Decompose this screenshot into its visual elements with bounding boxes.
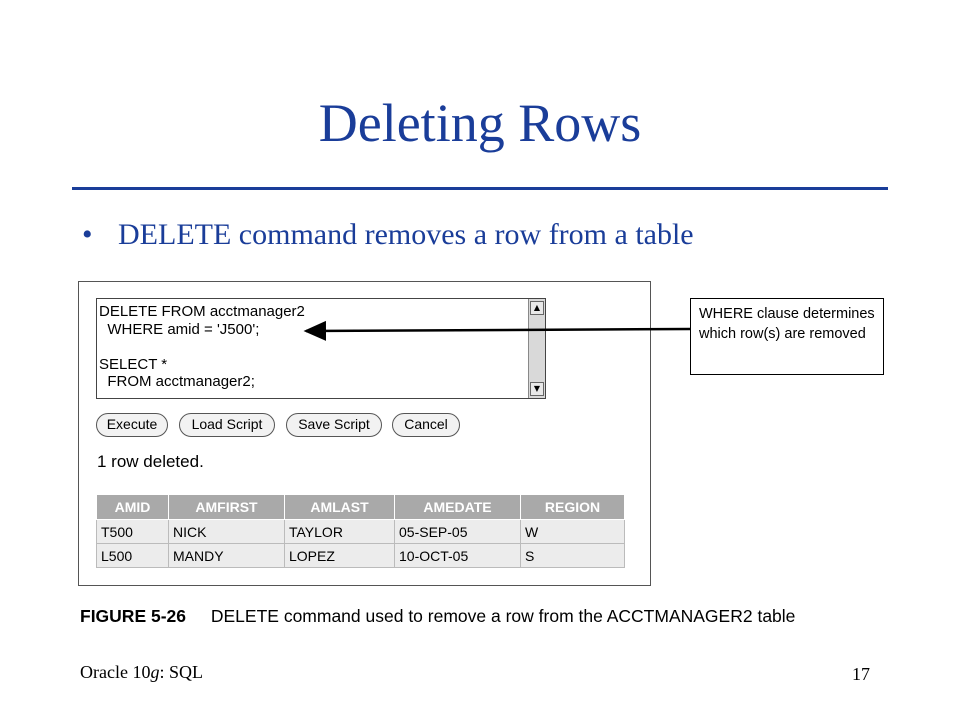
sql-code: DELETE FROM acctmanager2 WHERE amid = 'J500'; SELECT * FROM acctmanager2; <box>99 303 305 390</box>
footer-course-italic: g <box>150 662 160 682</box>
column-header-amid: AMID <box>97 495 169 520</box>
table-cell: MANDY <box>169 544 285 568</box>
save-script-button[interactable]: Save Script <box>286 413 382 437</box>
table-cell: L500 <box>97 544 169 568</box>
table-cell: S <box>521 544 625 568</box>
figure-caption-text: DELETE command used to remove a row from the ACCTMANAGER2 table <box>210 606 796 626</box>
slide-title: Deleting Rows <box>318 93 642 153</box>
cancel-button[interactable]: Cancel <box>392 413 460 437</box>
footer-course <box>80 662 203 683</box>
table-cell: 10-OCT-05 <box>395 544 521 568</box>
footer-course-main: Oracle 10 <box>80 662 151 682</box>
column-header-amfirst: AMFIRST <box>169 495 285 520</box>
table-cell: 05-SEP-05 <box>395 520 521 544</box>
figure-number: FIGURE 5-26 <box>80 606 186 626</box>
table-cell: LOPEZ <box>285 544 395 568</box>
execute-button[interactable]: Execute <box>96 413 168 437</box>
table-cell: TAYLOR <box>285 520 395 544</box>
table-cell: T500 <box>97 520 169 544</box>
footer-course-tail: : SQL <box>159 662 203 682</box>
bullet-glyph: • <box>82 218 93 251</box>
column-header-amlast: AMLAST <box>285 495 395 520</box>
column-header-amedate: AMEDATE <box>395 495 521 520</box>
scroll-down-icon[interactable]: ▼ <box>530 382 544 396</box>
load-script-button[interactable]: Load Script <box>179 413 275 437</box>
column-header-region: REGION <box>521 495 625 520</box>
figure-caption <box>80 606 795 627</box>
status-message: 1 row deleted. <box>97 452 204 471</box>
table-cell: W <box>521 520 625 544</box>
bullet-text: DELETE command removes a row from a table <box>118 218 694 251</box>
page-number: 17 <box>852 664 870 684</box>
table-cell: NICK <box>169 520 285 544</box>
callout-box: WHERE clause determines which row(s) are removed <box>690 298 884 375</box>
scroll-up-icon[interactable]: ▲ <box>530 301 544 315</box>
